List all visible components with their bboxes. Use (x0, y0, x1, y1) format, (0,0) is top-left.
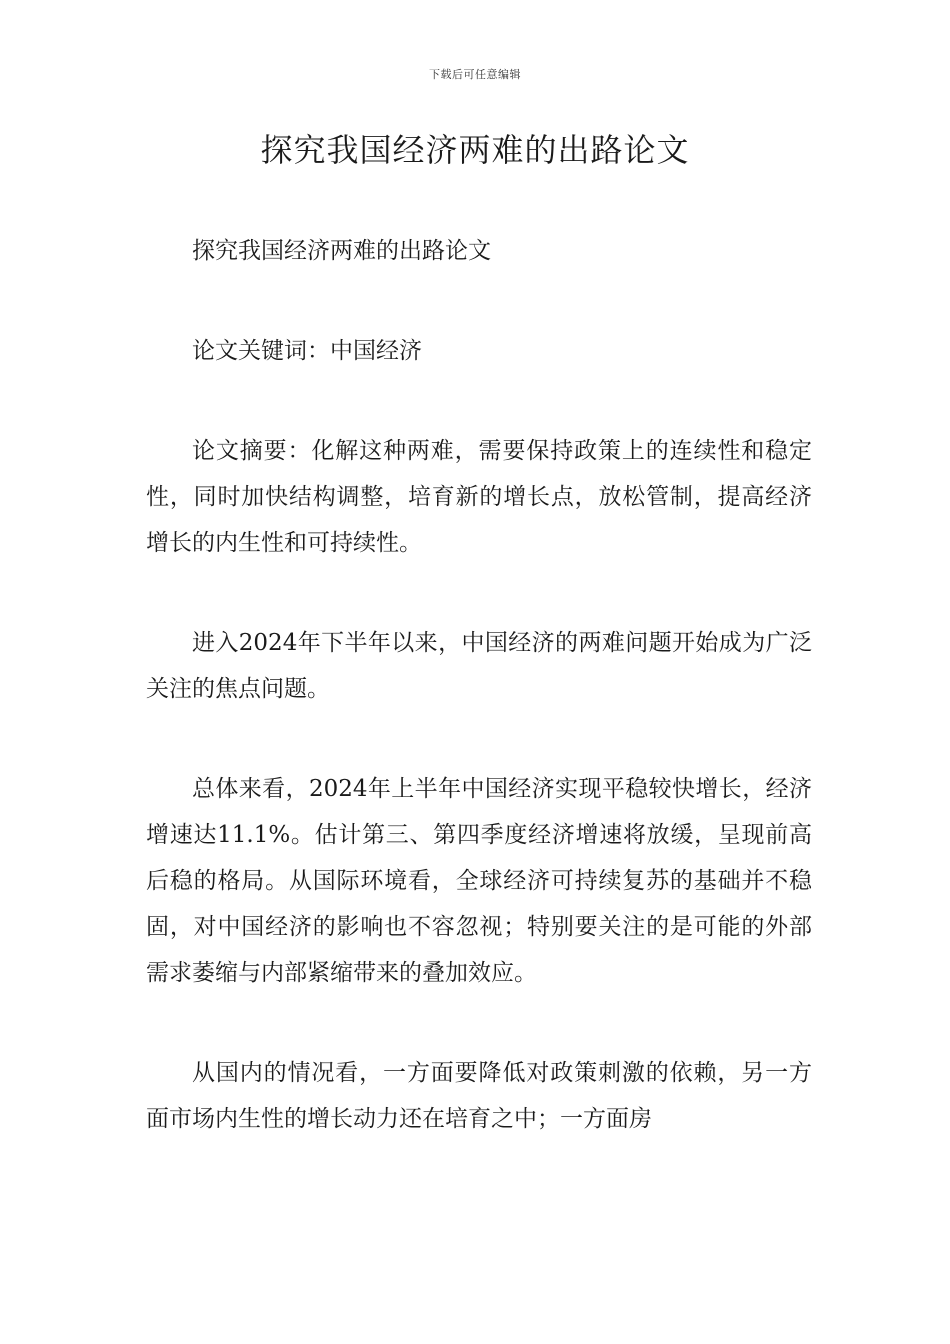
paragraph-intro: 进入2024年下半年以来，中国经济的两难问题开始成为广泛关注的焦点问题。 (146, 630, 812, 702)
paragraph-abstract: 论文摘要：化解这种两难，需要保持政策上的连续性和稳定性，同时加快结构调整，培育新的增长点，放松管制，提高经济增长的内生性和可持续性。 (146, 438, 812, 556)
header-note: 下载后可任意编辑 (429, 68, 521, 81)
paragraph-subtitle: 探究我国经济两难的出路论文 (192, 238, 491, 264)
document-title: 探究我国经济两难的出路论文 (260, 131, 690, 169)
document-body (146, 228, 812, 1196)
paragraph-overview: 总体来看，2024年上半年中国经济实现平稳较快增长，经济增速达11.1%。估计第三、第四季度经济增速将放缓，呈现前高后稳的格局。从国际环境看，全球经济可持续复苏的基础并不稳固，对中国经济的影响也不容忽视；特别要关注的是可能的外部需求萎缩与内部紧缩带来的叠加效应。 (146, 776, 812, 986)
paragraph-keywords: 论文关键词：中国经济 (192, 338, 422, 364)
paragraph-domestic: 从国内的情况看，一方面要降低对政策刺激的依赖，另一方面市场内生性的增长动力还在培育之中；一方面房 (146, 1060, 812, 1132)
